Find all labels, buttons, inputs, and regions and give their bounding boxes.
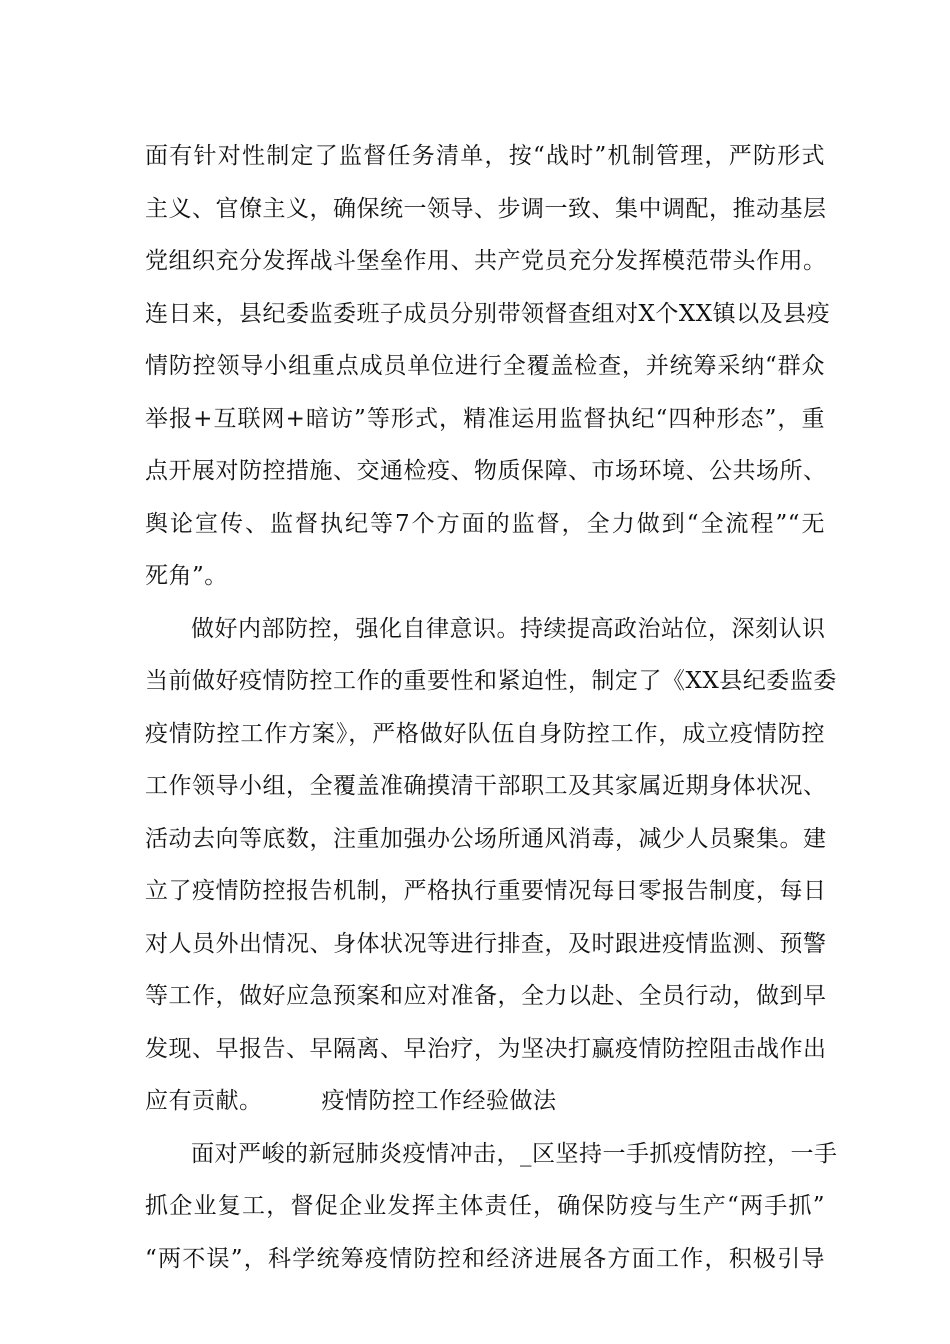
text-line: 对人员外出情况、身体状况等进行排查，及时跟进疫情监测、预警	[145, 930, 827, 957]
document-body	[145, 130, 838, 1285]
text-line: 举报+互联网+暗访”等形式，精准运用监督执纪“四种形态”，重	[145, 405, 825, 432]
text-line: 点开展对防控措施、交通检疫、物质保障、市场环境、公共场所、	[145, 458, 827, 484]
text-line: 立了疫情防控报告机制，严格执行重要情况每日零报告制度，每日	[145, 878, 827, 904]
text-line: 疫情防控工作方案》，严格做好队伍自身防控工作，成立疫情防控	[145, 720, 825, 747]
text-line: 当前做好疫情防控工作的重要性和紧迫性，制定了《XX县纪委监委	[145, 668, 837, 694]
text-line: 发现、早报告、早隔离、早治疗，为坚决打赢疫情防控阻击战作出	[145, 1035, 827, 1062]
text-line: 情防控领导小组重点成员单位进行全覆盖检查，并统筹采纳“群众	[145, 353, 825, 379]
text-line: 活动去向等底数，注重加强办公场所通风消毒，减少人员聚集。建	[145, 825, 827, 852]
text-line: 工作领导小组，全覆盖准确摸清干部职工及其家属近期身体状况、	[145, 773, 827, 799]
text-line: 主义、官僚主义，确保统一领导、步调一致、集中调配，推动基层	[145, 195, 827, 222]
text-line: 做好内部防控，强化自律意识。持续提高政治站位，深刻认识	[191, 615, 826, 642]
text-line: 等工作，做好应急预案和应对准备，全力以赴、全员行动，做到早	[145, 983, 827, 1009]
text-line: 舆论宣传、监督执纪等7个方面的监督，全力做到“全流程”“无	[145, 510, 825, 537]
text-line: 应有贡献。 疫情防控工作经验做法	[145, 1088, 557, 1114]
text-line: 死角”。	[145, 563, 228, 589]
text-line: 面对严峻的新冠肺炎疫情冲击，_区坚持一手抓疫情防控，一手	[191, 1140, 838, 1167]
text-line: 连日来，县纪委监委班子成员分别带领督查组对X个XX镇以及县疫	[145, 300, 831, 327]
text-line: 面有针对性制定了监督任务清单，按“战时”机制管理，严防形式	[145, 143, 825, 169]
text-line: “两不误”，科学统筹疫情防控和经济进展各方面工作，积极引导	[145, 1245, 825, 1272]
text-line: 党组织充分发挥战斗堡垒作用、共产党员充分发挥模范带头作用。	[145, 248, 827, 274]
text-line: 抓企业复工，督促企业发挥主体责任，确保防疫与生产“两手抓”	[145, 1193, 825, 1219]
